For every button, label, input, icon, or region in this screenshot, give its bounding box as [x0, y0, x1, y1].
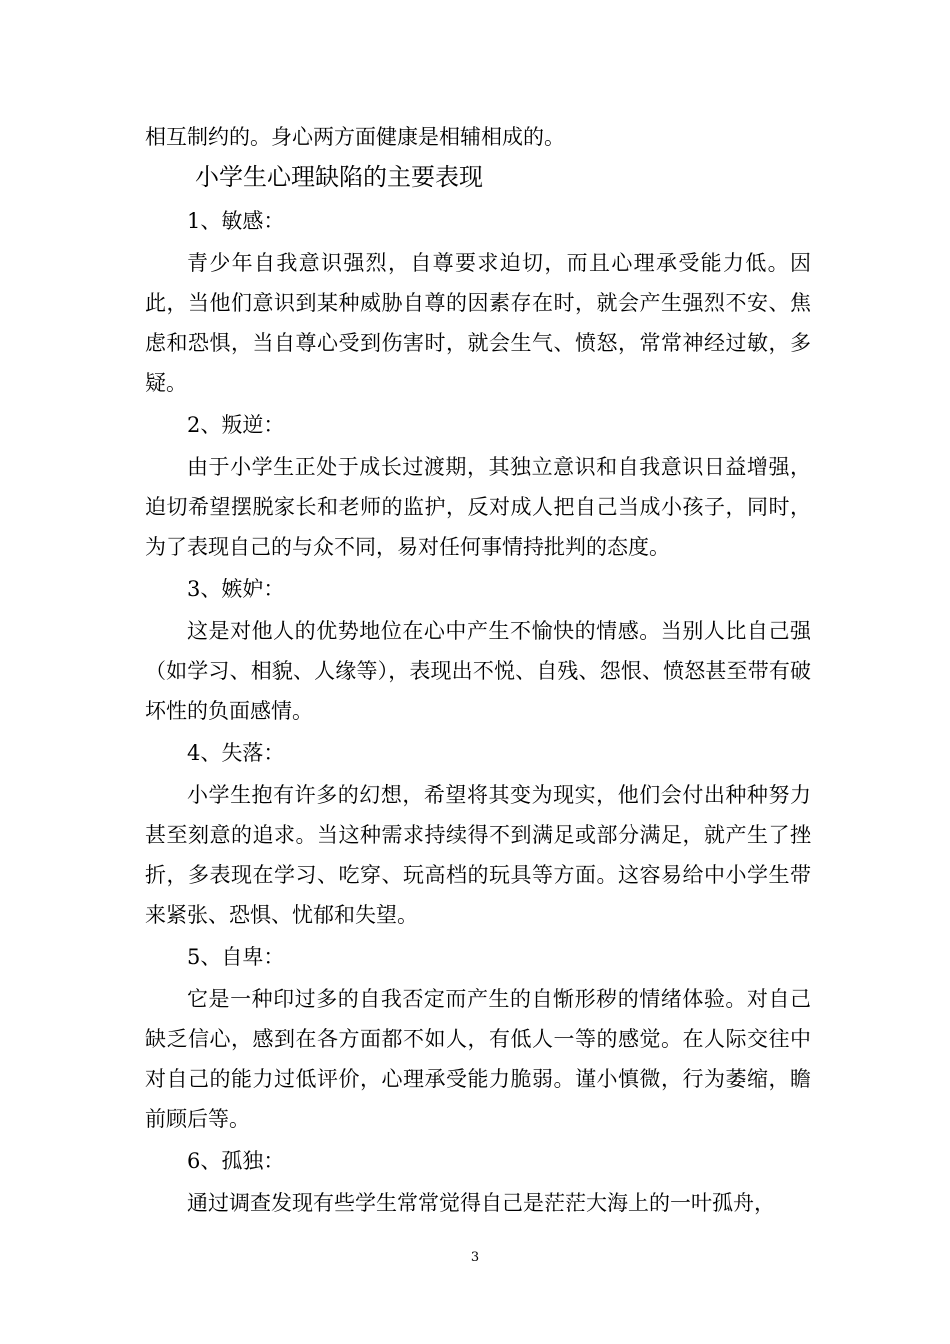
- section-item-5: [145, 937, 811, 1139]
- item-title: 5、自卑：: [187, 945, 285, 969]
- item-title: 6、孤独：: [187, 1149, 285, 1173]
- item-title: 4、失落：: [187, 741, 285, 765]
- item-paragraph: [145, 611, 811, 731]
- section-heading: 小学生心理缺陷的主要表现: [195, 163, 483, 191]
- section-item-1: [145, 201, 811, 403]
- paragraph-text: 由于小学生正处于成长过渡期，其独立意识和自我意识日益增强，迫切希望摆脱家长和老师的监护，反对成人把自己当成小孩子，同时，为了表现自己的与众不同，易对任何事情持批判的态度。: [145, 455, 811, 559]
- section-item-2: [145, 405, 811, 567]
- item-title: 3、嫉妒：: [187, 577, 285, 601]
- paragraph-text: 青少年自我意识强烈，自尊要求迫切，而且心理承受能力低。因此，当他们意识到某种威胁自尊的因素存在时，就会产生强烈不安、焦虑和恐惧，当自尊心受到伤害时，就会生气、愤怒，常常神经过敏，多疑。: [145, 251, 811, 395]
- item-paragraph: [145, 1183, 811, 1223]
- intro-line: 相互制约的。身心两方面健康是相辅相成的。: [145, 125, 565, 149]
- item-title: 2、叛逆：: [187, 413, 285, 437]
- section-item-6: [145, 1141, 811, 1223]
- item-title: 1、敏感：: [187, 209, 285, 233]
- page-number: 3: [470, 1250, 480, 1265]
- item-paragraph: [145, 243, 811, 403]
- section-item-4: [145, 733, 811, 935]
- paragraph-text: 它是一种印过多的自我否定而产生的自惭形秽的情绪体验。对自己缺乏信心，感到在各方面都不如人，有低人一等的感觉。在人际交往中对自己的能力过低评价，心理承受能力脆弱。谨小慎微，行为萎缩，瞻前顾后等。: [145, 987, 811, 1131]
- paragraph-text: 这是对他人的优势地位在心中产生不愉快的情感。当别人比自己强（如学习、相貌、人缘等），表现出不悦、自残、怨恨、愤怒甚至带有破坏性的负面感情。: [145, 619, 811, 723]
- section-item-3: [145, 569, 811, 731]
- item-paragraph: [145, 447, 811, 567]
- paragraph-text: 通过调查发现有些学生常常觉得自己是茫茫大海上的一叶孤舟，: [187, 1191, 775, 1215]
- paragraph-text: 小学生抱有许多的幻想，希望将其变为现实，他们会付出种种努力甚至刻意的追求。当这种需求持续得不到满足或部分满足，就产生了挫折，多表现在学习、吃穿、玩高档的玩具等方面。这容易给中小学生带来紧张、恐惧、忧郁和失望。: [145, 783, 811, 927]
- item-paragraph: [145, 775, 811, 935]
- item-paragraph: [145, 979, 811, 1139]
- document-body: [145, 117, 811, 1225]
